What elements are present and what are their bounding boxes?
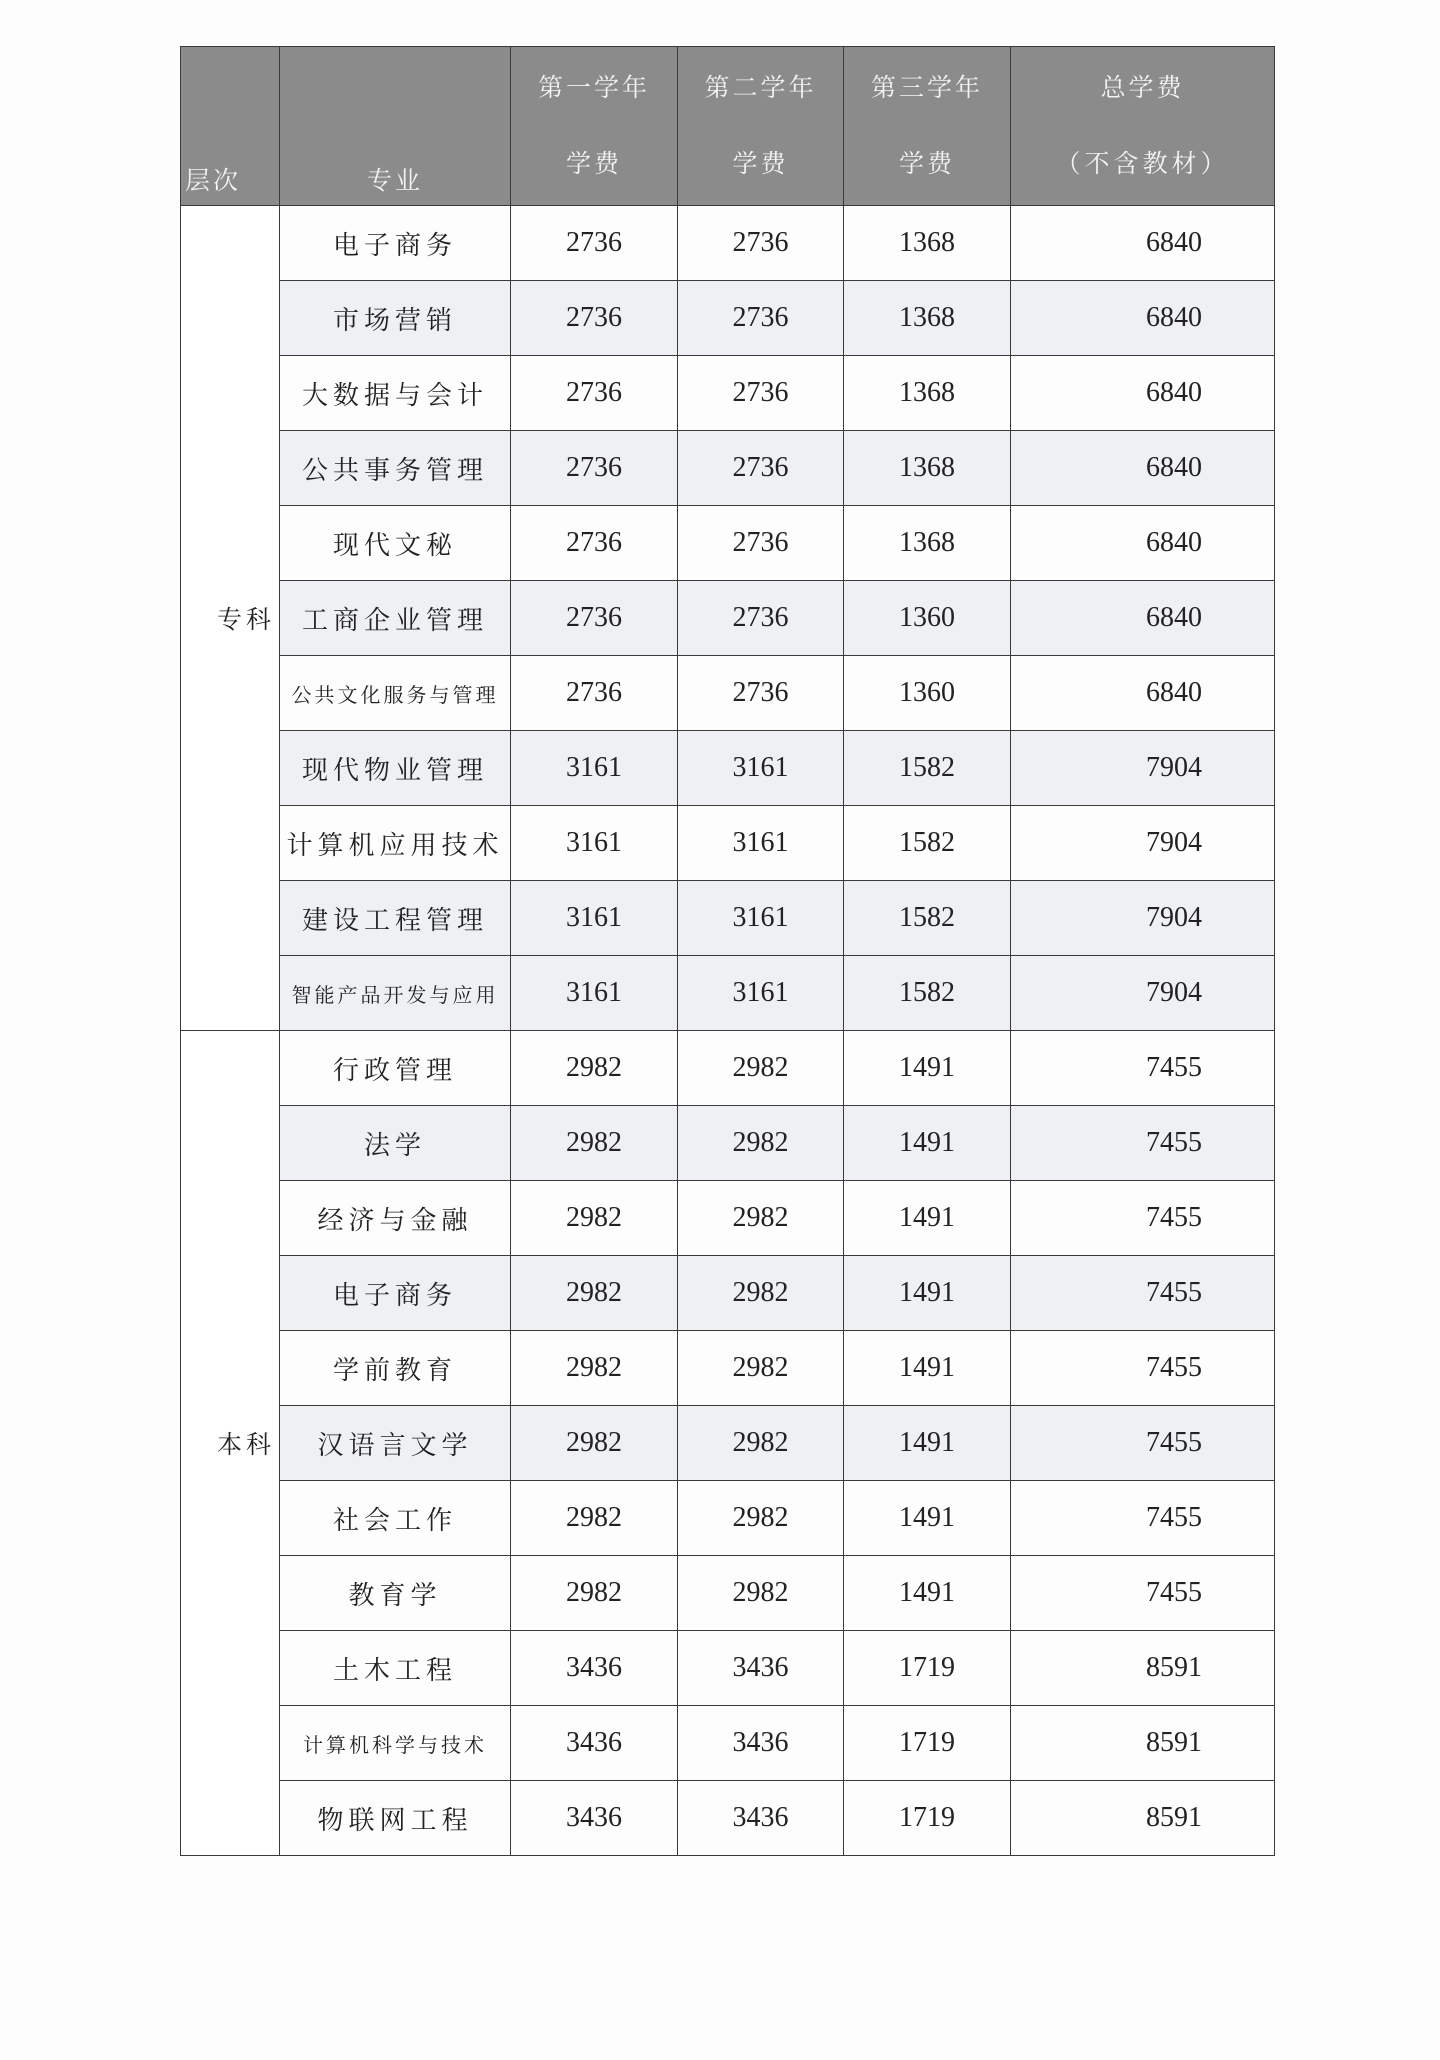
major-cell: 经济与金融 [280,1181,511,1256]
major-cell: 市场营销 [280,281,511,356]
total-fee-cell: 7455 [1011,1031,1275,1106]
table-row [181,356,1275,431]
major-cell: 教育学 [280,1556,511,1631]
header-year2 [678,47,844,206]
year1-fee-cell: 3161 [511,731,678,806]
major-cell: 公共文化服务与管理 [280,656,511,731]
total-fee-cell: 7904 [1011,881,1275,956]
year3-fee-cell: 1491 [844,1556,1011,1631]
year3-fee-cell: 1491 [844,1031,1011,1106]
total-fee-cell: 8591 [1011,1706,1275,1781]
total-fee-cell: 7455 [1011,1181,1275,1256]
year1-fee-cell: 2736 [511,656,678,731]
table-row [181,1481,1275,1556]
year3-fee-cell: 1582 [844,956,1011,1031]
total-fee-cell: 7455 [1011,1106,1275,1181]
total-fee-cell: 6840 [1011,581,1275,656]
header-year1-line1: 第一学年 [537,73,650,102]
major-cell: 法学 [280,1106,511,1181]
table-body [181,206,1275,1856]
year2-fee-cell: 2982 [678,1481,844,1556]
total-fee-cell: 8591 [1011,1781,1275,1856]
year1-fee-cell: 2982 [511,1556,678,1631]
table-row [181,1106,1275,1181]
total-fee-cell: 6840 [1011,431,1275,506]
table-row [181,806,1275,881]
year2-fee-cell: 3436 [678,1781,844,1856]
header-major: 专业 [280,47,511,206]
year2-fee-cell: 2736 [678,281,844,356]
header-row [181,47,1275,206]
table-row [181,206,1275,281]
total-fee-cell: 7455 [1011,1256,1275,1331]
total-fee-cell: 6840 [1011,206,1275,281]
year3-fee-cell: 1582 [844,731,1011,806]
year1-fee-cell: 2736 [511,581,678,656]
table-row [181,581,1275,656]
major-cell: 土木工程 [280,1631,511,1706]
year3-fee-cell: 1582 [844,881,1011,956]
year1-fee-cell: 3436 [511,1781,678,1856]
year1-fee-cell: 3161 [511,956,678,1031]
year2-fee-cell: 2982 [678,1331,844,1406]
major-cell: 工商企业管理 [280,581,511,656]
year2-fee-cell: 2736 [678,356,844,431]
year2-fee-cell: 2736 [678,431,844,506]
total-fee-cell: 8591 [1011,1631,1275,1706]
year3-fee-cell: 1360 [844,581,1011,656]
total-fee-cell: 7904 [1011,956,1275,1031]
table-row [181,1706,1275,1781]
total-fee-cell: 7455 [1011,1331,1275,1406]
total-fee-cell: 7455 [1011,1481,1275,1556]
year2-fee-cell: 3161 [678,731,844,806]
major-cell: 行政管理 [280,1031,511,1106]
year3-fee-cell: 1360 [844,656,1011,731]
header-total [1011,47,1275,206]
year2-fee-cell: 2982 [678,1181,844,1256]
major-cell: 大数据与会计 [280,356,511,431]
year3-fee-cell: 1491 [844,1481,1011,1556]
year2-fee-cell: 3161 [678,881,844,956]
year2-fee-cell: 2982 [678,1406,844,1481]
tuition-fee-table [180,46,1275,1856]
table-row [181,1256,1275,1331]
table-header [181,47,1275,206]
header-level: 层次 [181,47,280,206]
year1-fee-cell: 2982 [511,1106,678,1181]
table-row [181,956,1275,1031]
total-fee-cell: 6840 [1011,356,1275,431]
header-year2-line1: 第二学年 [704,73,817,102]
major-cell: 现代物业管理 [280,731,511,806]
table-row [181,281,1275,356]
year2-fee-cell: 3436 [678,1706,844,1781]
major-cell: 智能产品开发与应用 [280,956,511,1031]
header-year3-line2: 学费 [898,149,955,178]
year2-fee-cell: 2736 [678,206,844,281]
major-cell: 社会工作 [280,1481,511,1556]
year1-fee-cell: 3161 [511,881,678,956]
table-row [181,1031,1275,1106]
table-row [181,881,1275,956]
major-cell: 建设工程管理 [280,881,511,956]
table-row [181,656,1275,731]
major-cell: 现代文秘 [280,506,511,581]
table-row [181,1181,1275,1256]
year2-fee-cell: 2736 [678,656,844,731]
major-cell: 汉语言文学 [280,1406,511,1481]
year2-fee-cell: 2982 [678,1256,844,1331]
year2-fee-cell: 2736 [678,581,844,656]
year3-fee-cell: 1719 [844,1781,1011,1856]
table-row [181,1631,1275,1706]
year1-fee-cell: 2982 [511,1406,678,1481]
year3-fee-cell: 1368 [844,506,1011,581]
year1-fee-cell: 3436 [511,1631,678,1706]
year3-fee-cell: 1368 [844,206,1011,281]
table-row [181,1781,1275,1856]
year3-fee-cell: 1368 [844,281,1011,356]
year2-fee-cell: 2982 [678,1031,844,1106]
total-fee-cell: 6840 [1011,506,1275,581]
table-row [181,506,1275,581]
level-cell: 专科 [181,206,280,1031]
level-cell: 本科 [181,1031,280,1856]
year3-fee-cell: 1368 [844,431,1011,506]
year2-fee-cell: 2736 [678,506,844,581]
table-row [181,1406,1275,1481]
year1-fee-cell: 2982 [511,1331,678,1406]
year3-fee-cell: 1491 [844,1181,1011,1256]
total-fee-cell: 7904 [1011,731,1275,806]
year1-fee-cell: 2736 [511,506,678,581]
header-year3-line1: 第三学年 [870,73,983,102]
header-total-line2: （不含教材） [1055,149,1230,178]
year1-fee-cell: 3161 [511,806,678,881]
header-year3 [844,47,1011,206]
total-fee-cell: 6840 [1011,656,1275,731]
year3-fee-cell: 1582 [844,806,1011,881]
table-row [181,431,1275,506]
year3-fee-cell: 1368 [844,356,1011,431]
year2-fee-cell: 3161 [678,806,844,881]
table-row [181,1331,1275,1406]
header-year1 [511,47,678,206]
major-cell: 物联网工程 [280,1781,511,1856]
year2-fee-cell: 3436 [678,1631,844,1706]
year2-fee-cell: 2982 [678,1106,844,1181]
year1-fee-cell: 3436 [511,1706,678,1781]
table-row [181,731,1275,806]
year3-fee-cell: 1491 [844,1106,1011,1181]
year3-fee-cell: 1719 [844,1706,1011,1781]
header-year1-line2: 学费 [565,149,622,178]
total-fee-cell: 7904 [1011,806,1275,881]
major-cell: 公共事务管理 [280,431,511,506]
year1-fee-cell: 2982 [511,1481,678,1556]
year2-fee-cell: 2982 [678,1556,844,1631]
header-year2-line2: 学费 [732,149,789,178]
year1-fee-cell: 2736 [511,206,678,281]
year1-fee-cell: 2982 [511,1256,678,1331]
table-row [181,1556,1275,1631]
total-fee-cell: 6840 [1011,281,1275,356]
year1-fee-cell: 2736 [511,431,678,506]
year1-fee-cell: 2736 [511,356,678,431]
major-cell: 电子商务 [280,206,511,281]
major-cell: 计算机科学与技术 [280,1706,511,1781]
year1-fee-cell: 2982 [511,1031,678,1106]
major-cell: 电子商务 [280,1256,511,1331]
year2-fee-cell: 3161 [678,956,844,1031]
year3-fee-cell: 1491 [844,1331,1011,1406]
year3-fee-cell: 1491 [844,1256,1011,1331]
major-cell: 计算机应用技术 [280,806,511,881]
total-fee-cell: 7455 [1011,1556,1275,1631]
total-fee-cell: 7455 [1011,1406,1275,1481]
year1-fee-cell: 2982 [511,1181,678,1256]
header-total-line1: 总学费 [1100,73,1185,102]
year3-fee-cell: 1719 [844,1631,1011,1706]
year1-fee-cell: 2736 [511,281,678,356]
year3-fee-cell: 1491 [844,1406,1011,1481]
major-cell: 学前教育 [280,1331,511,1406]
